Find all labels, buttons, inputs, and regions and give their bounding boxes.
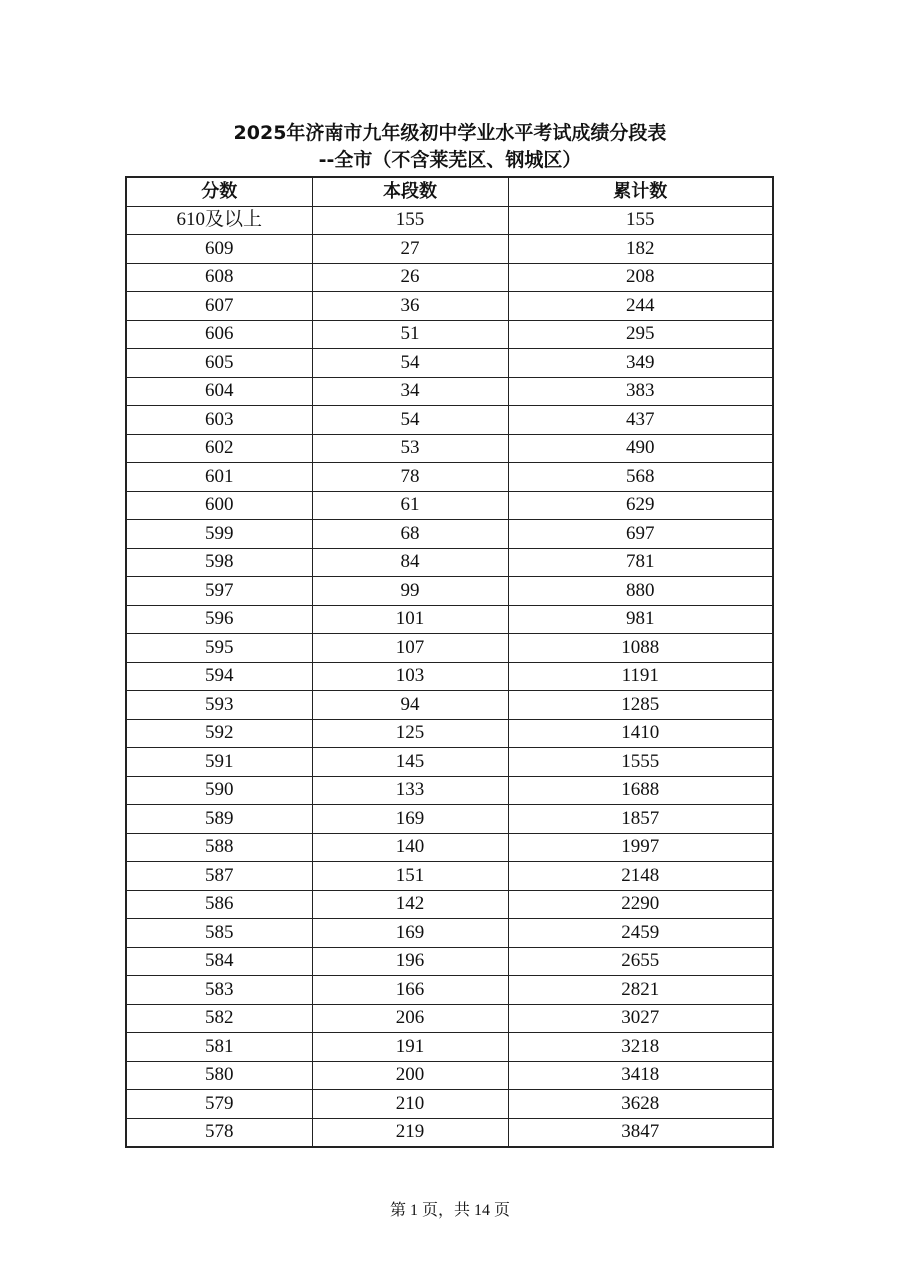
cumulative-count-cell: 3628	[508, 1090, 773, 1119]
score-cell: 592	[126, 719, 312, 748]
score-cell: 586	[126, 890, 312, 919]
cumulative-count-cell: 182	[508, 235, 773, 264]
table-row	[126, 263, 773, 292]
score-cell: 588	[126, 833, 312, 862]
score-cell: 608	[126, 263, 312, 292]
table-row	[126, 1090, 773, 1119]
segment-count-cell: 27	[312, 235, 508, 264]
segment-count-cell: 36	[312, 292, 508, 321]
cumulative-count-cell: 981	[508, 605, 773, 634]
segment-count-cell: 206	[312, 1004, 508, 1033]
score-cell: 604	[126, 377, 312, 406]
segment-count-cell: 84	[312, 548, 508, 577]
table-row	[126, 833, 773, 862]
cumulative-count-cell: 295	[508, 320, 773, 349]
table-row	[126, 919, 773, 948]
segment-count-cell: 107	[312, 634, 508, 663]
cumulative-count-cell: 2290	[508, 890, 773, 919]
table-row	[126, 349, 773, 378]
score-cell: 584	[126, 947, 312, 976]
table-row	[126, 520, 773, 549]
segment-count-cell: 200	[312, 1061, 508, 1090]
cumulative-count-cell: 490	[508, 434, 773, 463]
table-row	[126, 1061, 773, 1090]
cumulative-count-cell: 1997	[508, 833, 773, 862]
cumulative-count-cell: 3847	[508, 1118, 773, 1147]
segment-count-cell: 125	[312, 719, 508, 748]
score-cell: 593	[126, 691, 312, 720]
table-row	[126, 577, 773, 606]
score-cell: 600	[126, 491, 312, 520]
table-row	[126, 890, 773, 919]
header-segment-count: 本段数	[312, 177, 508, 206]
header-score: 分数	[126, 177, 312, 206]
cumulative-count-cell: 781	[508, 548, 773, 577]
segment-count-cell: 210	[312, 1090, 508, 1119]
score-cell: 609	[126, 235, 312, 264]
table-row	[126, 377, 773, 406]
score-cell: 596	[126, 605, 312, 634]
segment-count-cell: 219	[312, 1118, 508, 1147]
cumulative-count-cell: 568	[508, 463, 773, 492]
table-body	[126, 206, 773, 1147]
score-cell: 603	[126, 406, 312, 435]
cumulative-count-cell: 1410	[508, 719, 773, 748]
cumulative-count-cell: 2148	[508, 862, 773, 891]
document-title: 2025年济南市九年级初中学业水平考试成绩分段表	[233, 122, 667, 144]
cumulative-count-cell: 1857	[508, 805, 773, 834]
table-row	[126, 1004, 773, 1033]
table-row	[126, 862, 773, 891]
score-cell: 610及以上	[126, 206, 312, 235]
table-row	[126, 206, 773, 235]
segment-count-cell: 151	[312, 862, 508, 891]
segment-count-cell: 61	[312, 491, 508, 520]
table-row	[126, 634, 773, 663]
segment-count-cell: 51	[312, 320, 508, 349]
cumulative-count-cell: 697	[508, 520, 773, 549]
table-row	[126, 548, 773, 577]
page-footer: 第 1 页，共 14 页	[389, 1202, 510, 1219]
segment-count-cell: 166	[312, 976, 508, 1005]
cumulative-count-cell: 3218	[508, 1033, 773, 1062]
document-subtitle: --全市（不含莱芜区、钢城区）	[318, 149, 582, 171]
table-row	[126, 776, 773, 805]
table-row	[126, 1118, 773, 1147]
score-cell: 591	[126, 748, 312, 777]
cumulative-count-cell: 383	[508, 377, 773, 406]
table-row	[126, 947, 773, 976]
score-cell: 590	[126, 776, 312, 805]
score-cell: 598	[126, 548, 312, 577]
segment-count-cell: 26	[312, 263, 508, 292]
score-cell: 594	[126, 662, 312, 691]
segment-count-cell: 34	[312, 377, 508, 406]
score-cell: 579	[126, 1090, 312, 1119]
score-cell: 602	[126, 434, 312, 463]
segment-count-cell: 196	[312, 947, 508, 976]
segment-count-cell: 99	[312, 577, 508, 606]
score-cell: 580	[126, 1061, 312, 1090]
table-row	[126, 463, 773, 492]
cumulative-count-cell: 208	[508, 263, 773, 292]
table-row	[126, 719, 773, 748]
segment-count-cell: 78	[312, 463, 508, 492]
score-cell: 587	[126, 862, 312, 891]
cumulative-count-cell: 244	[508, 292, 773, 321]
cumulative-count-cell: 2821	[508, 976, 773, 1005]
table-row	[126, 662, 773, 691]
cumulative-count-cell: 629	[508, 491, 773, 520]
cumulative-count-cell: 2459	[508, 919, 773, 948]
score-cell: 581	[126, 1033, 312, 1062]
cumulative-count-cell: 2655	[508, 947, 773, 976]
table-row	[126, 434, 773, 463]
score-cell: 607	[126, 292, 312, 321]
segment-count-cell: 54	[312, 406, 508, 435]
score-cell: 606	[126, 320, 312, 349]
cumulative-count-cell: 880	[508, 577, 773, 606]
cumulative-count-cell: 3027	[508, 1004, 773, 1033]
cumulative-count-cell: 1688	[508, 776, 773, 805]
segment-count-cell: 94	[312, 691, 508, 720]
score-cell: 582	[126, 1004, 312, 1033]
segment-count-cell: 191	[312, 1033, 508, 1062]
segment-count-cell: 140	[312, 833, 508, 862]
table-row	[126, 1033, 773, 1062]
score-table	[125, 176, 774, 1148]
score-cell: 589	[126, 805, 312, 834]
segment-count-cell: 133	[312, 776, 508, 805]
table-row	[126, 491, 773, 520]
cumulative-count-cell: 155	[508, 206, 773, 235]
segment-count-cell: 145	[312, 748, 508, 777]
table-row	[126, 691, 773, 720]
table-row	[126, 748, 773, 777]
table-row	[126, 292, 773, 321]
header-cumulative-count: 累计数	[508, 177, 773, 206]
segment-count-cell: 101	[312, 605, 508, 634]
score-cell: 601	[126, 463, 312, 492]
segment-count-cell: 142	[312, 890, 508, 919]
score-cell: 585	[126, 919, 312, 948]
cumulative-count-cell: 349	[508, 349, 773, 378]
table-header-row	[126, 177, 773, 206]
segment-count-cell: 169	[312, 919, 508, 948]
table-row	[126, 406, 773, 435]
table-row	[126, 976, 773, 1005]
table-row	[126, 235, 773, 264]
score-cell: 583	[126, 976, 312, 1005]
segment-count-cell: 155	[312, 206, 508, 235]
score-cell: 597	[126, 577, 312, 606]
cumulative-count-cell: 437	[508, 406, 773, 435]
segment-count-cell: 68	[312, 520, 508, 549]
segment-count-cell: 169	[312, 805, 508, 834]
cumulative-count-cell: 3418	[508, 1061, 773, 1090]
score-cell: 599	[126, 520, 312, 549]
segment-count-cell: 54	[312, 349, 508, 378]
score-cell: 595	[126, 634, 312, 663]
cumulative-count-cell: 1285	[508, 691, 773, 720]
table-row	[126, 805, 773, 834]
table-row	[126, 605, 773, 634]
segment-count-cell: 53	[312, 434, 508, 463]
cumulative-count-cell: 1088	[508, 634, 773, 663]
cumulative-count-cell: 1191	[508, 662, 773, 691]
segment-count-cell: 103	[312, 662, 508, 691]
cumulative-count-cell: 1555	[508, 748, 773, 777]
score-cell: 578	[126, 1118, 312, 1147]
score-cell: 605	[126, 349, 312, 378]
table-row	[126, 320, 773, 349]
